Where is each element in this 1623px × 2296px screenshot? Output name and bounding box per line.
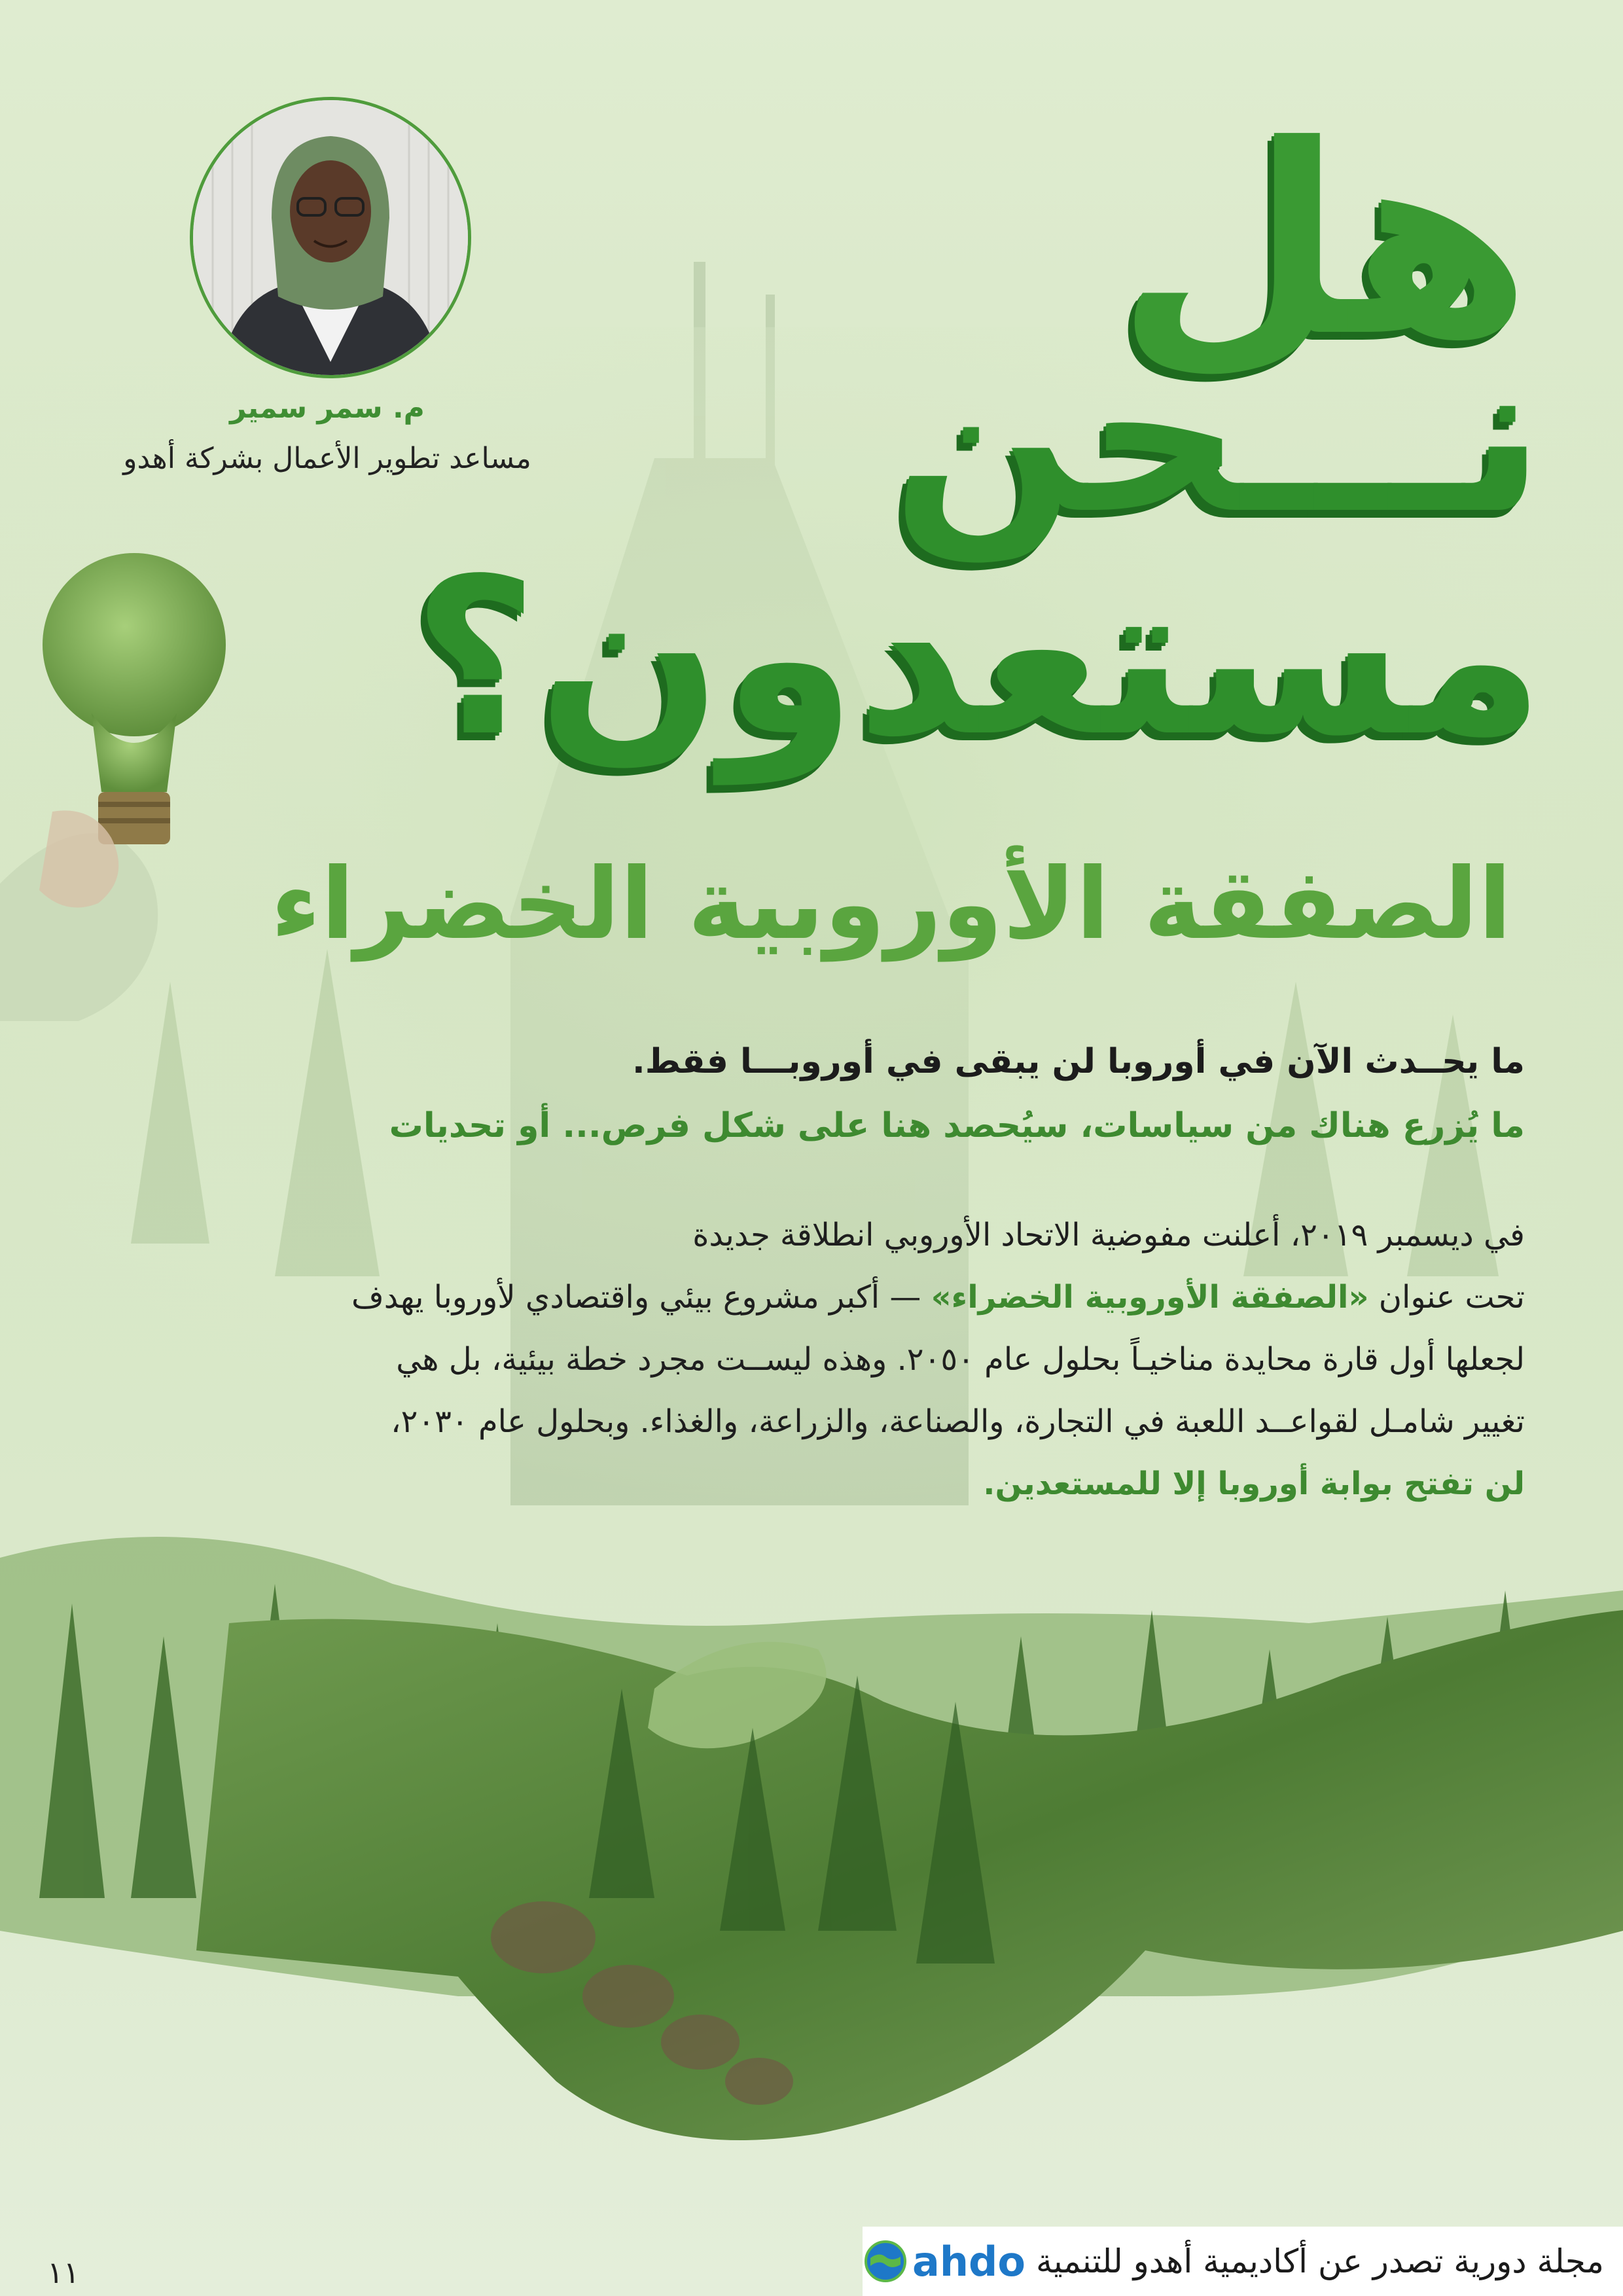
lead-line-1: ما يحــدث الآن في أوروبا لن يبقى في أوروبـــا فقط.	[632, 1042, 1525, 1081]
headline-line-3: مستعدون؟	[412, 532, 1544, 783]
page-number: ١١	[47, 2255, 80, 2290]
globe-icon	[863, 2238, 908, 2284]
body-line-2-end: — أكبر مشروع بيئي واقتصادي لأوروبا يهدف	[351, 1279, 931, 1316]
headline-line-2: نـــحن	[891, 310, 1544, 561]
brand-name: ahdo	[912, 2237, 1026, 2286]
lead-line-2: ما يُزرع هناك من سياسات، سيُحصد هنا على شكل فرص... أو تحديات	[389, 1106, 1525, 1145]
footer-text: مجلة دورية تصدر عن أكاديمية أهدو للتنمية	[1035, 2242, 1604, 2280]
brand-logo	[863, 2238, 1026, 2286]
body-line-2-start: تحت عنوان	[1368, 1279, 1525, 1316]
green-deal-highlight: «الصفقة الأوروبية الخضراء»	[931, 1279, 1369, 1316]
author-portrait	[193, 100, 468, 375]
body-line-1: في ديسمبر ٢٠١٩، أعلنت مفوضية الاتحاد الأوروبي انطلاقة جديدة	[692, 1217, 1525, 1253]
author-avatar	[190, 97, 471, 378]
article-subtitle: الصفقة الأوروبية الخضراء	[270, 848, 1512, 961]
body-line-2	[85, 1266, 1525, 1329]
body-line-3: لجعلها أول قارة محايدة مناخيـاً بحلول عام ٢٠٥٠. وهذه ليســت مجرد خطة بيئية، بل هي	[396, 1341, 1525, 1378]
footer-banner	[863, 2227, 1623, 2296]
body-line-5: لن تفتح بوابة أوروبا إلا للمستعدين.	[983, 1465, 1525, 1502]
author-name: م. سمر سمير	[230, 391, 425, 425]
body-line-4: تغيير شامـل لقواعــد اللعبة في التجارة، والصناعة، والزراعة، والغذاء. وبحلول عام ٢٠٣٠،	[391, 1403, 1525, 1440]
author-role: مساعد تطوير الأعمال بشركة أهدو	[123, 442, 531, 475]
headline-line-1: هل	[1116, 90, 1531, 394]
article-body	[85, 1204, 1525, 1515]
